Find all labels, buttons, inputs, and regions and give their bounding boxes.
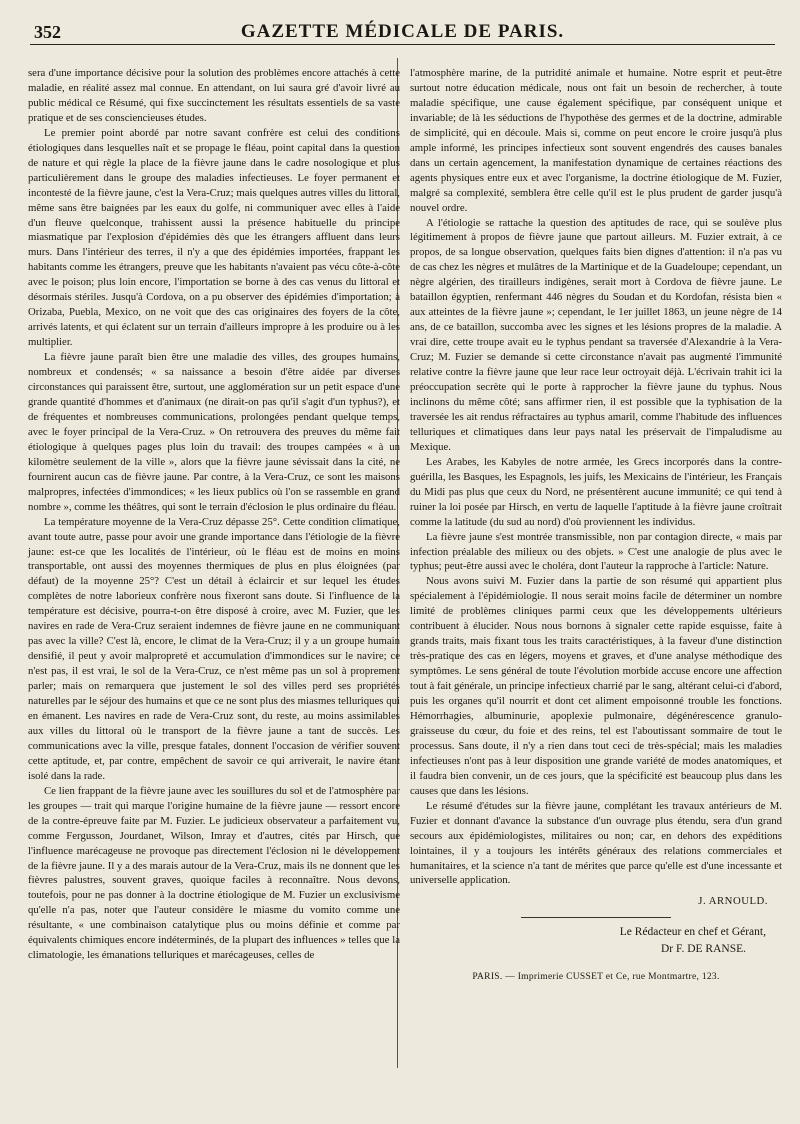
left-paragraph-5: Ce lien frappant de la fièvre jaune avec les souillures du sol et de l'atmosphère par les groupes — trait qui marque l'origine humaine de la fièvre jaune — ressort encore de la contre-épreuve faite par M. Fuzier. Le judicieux observateur a parfaitement vu, comme Fergusson, Jourdanet, Wilson, Imray et d'autres, cités par Hirsch, que l'influence marécageuse ne provoque pas directement l'éclosion ni le développement de la fièvre jaune. Il y a des marais autour de la Vera-Cruz, mais ils ne donnent que les fièvres palustres, souvent graves, quoique faciles à reconnaître. Nous devons, toutefois, pour ne pas donner à la doctrine étiologique de M. Fuzier un exclusivisme qu'elle n'a pas, noter que l'auteur considère le miasme du vomito comme une résultante, « une combinaison catalytique plus ou moins définie et comme par équivalents chimiques encore indéterminés, de la plupart des influences » telles que la climatologie, les émanations telluriques et marécageuses, celles de xyxy=(28,784,400,962)
article-author: J. ARNOULD. xyxy=(698,895,768,908)
left-paragraph-2: Le premier point abordé par notre savant confrère est celui des conditions étiologiques dans lesquelles naît et se propage le fléau, point capital dans la question de nature et qui règle la place de la fièvre jaune dans le cadre nosologique et plus particulièrement dans le groupe des maladies infectieuses. Le foyer permanent et incontesté de la fièvre jaune, c'est la Vera-Cruz; mais quelques autres villes du littoral, même sans être baignées par les eaux du golfe, ni communiquer avec elles à l'aide d'un fleuve quelconque, trahissent aussi la présence habituelle du principe miasmatique par l'explosion d'épidémies dès que les étrangers affluent dans leurs murs. Dans l'intérieur des terres, il n'y a que des épidémies importées, frappant les habitants comme les étrangers, preuve que les habitants n'avaient pas vécu côte-à-côte avec le poison; plus loin encore, l'importation se borne à des cas venus du littoral et désormais stériles. Jusqu'à Cordova, on a pu observer des épidémies d'importation; à Orizaba, Puebla, Mexico, on ne voit que des cas originaires des foyers de la côte, arrivés latents, et qui éclatent sur un terrain d'ailleurs impropre à les produire ou à les multiplier. xyxy=(28,126,400,349)
right-paragraph-5: Nous avons suivi M. Fuzier dans la partie de son résumé qui appartient plus spécialement à l'épidémiologie. Il nous serait moins facile de déterminer un nombre limité de problèmes cliniques parmi ceux que les développements ultérieurs contribuent à élucider. Nous nous bornons à signaler cette rapide esquisse, faite à grands traits, mais fixant tous les traits caractéristiques, à la faveur d'une distinction très-pratique des cas en légers, moyens et graves, et d'une analyse méthodique des symptômes. Le sens général de toute l'évolution morbide accuse encore une affection tout à fait générale, un principe infectieux charrié par le sang, altérant celui-ci d'abord, puis les organes qu'il nourrit et dont cet aliment empoisonné trouble les fonctions. Hémorrhagies, albuminurie, apoplexie pulmonaire, dégénérescence granulo-graisseuse du cœur, du foie et des reins, tel est l'aboutissant sommaire de tout le processus. Sans doute, il n'y a rien dans tout ceci de très-spécial; mais les maladies infectieuses n'ont pas à leur disposition une grande variété de modes anatomiques, et il faudra bien convenir, un de ces jours, que la spécificité est beaucoup plus dans les causes que dans les lésions. xyxy=(410,575,782,797)
right-paragraph-1: l'atmosphère marine, de la putridité animale et humaine. Notre esprit et peut-être surtout notre éducation médicale, nous ont fait un besoin de rechercher, à toute maladie spécifique, une cause également spécifique, par conséquent unique et invariable; de là les séductions de l'hypothèse des germes et de la doctrine, admirable de simplicité, qui en découle. Mais si, comme on peut encore le croire jusqu'à plus ample informé, les principes infectieux sont souvent engendrés des causes banales dans un certain agencement, la manifestation dynamique de certaines réactions des agents physiques entre eux et avec l'organisme, la doctrine étiologique de M. Fuzier, malgré sa complexité, semblera être celle qu'il est le plus prudent de garder jusqu'à nouvel ordre. xyxy=(410,67,782,214)
right-paragraph-6: Le résumé d'études sur la fièvre jaune, complétant les travaux antérieurs de M. Fuzier et donnant d'avance la substance d'un ouvrage plus étendu, sera d'un grand secours aux épidémiologistes, militaires ou non; car, en dehors des expéditions lointaines, il y a toujours les intérêts généraux des relations commerciales et humanitaires, et la science n'a tant de mérites que parce qu'elle est d'une incessante et universelle application. xyxy=(410,799,782,887)
left-paragraph-4: La température moyenne de la Vera-Cruz dépasse 25°. Cette condition climatique, avant toute autre, passe pour avoir une grande importance dans l'étiologie de la fièvre jaune: est-ce que les localités de l'intérieur, où le fléau est de moins en moins transportable, ont aussi des moyennes thermiques de plus en plus éloignées (par défaut) de la moyenne 25°? C'est un détail à éclaircir et sur lequel les études complètes de notre laborieux confrère nous fixeront sans doute. Si l'influence de la température est décisive, pourra-t-on être disposé à croire, avec M. Fuzier, que les navires en rade de Vera-Cruz seraient indemnes de fièvre jaune en ne communiquant pas avec la ville? C'est là, encore, le climat de la Vera-Cruz; il y a un groupe humain densifié, il peut y avoir malpropreté et accumulation d'immondices sur le navire; ce n'est pas, il est vrai, le sol de la Vera-Cruz, ce n'est même pas un sol à proprement parler; mais on remarquera que justement le sol des villes perd ses propriétés naturelles par le séjour des humains et que ce ne sont plus des miasmes telluriques qui en émanent. Les navires en rade de Vera-Cruz sont, du reste, au moins assimilables aux villes du littoral où le transport de la fièvre jaune a tant de succès. Les communications avec la ville, presque fatales, donnent l'occasion de vérifier souvent cette aptitude, et, par contre, empêchent de savoir ce qui arriverait, le navire étant isolé dans la rade. xyxy=(28,515,400,782)
right-paragraph-3: Les Arabes, les Kabyles de notre armée, les Grecs incorporés dans la contre-guérilla, les Basques, les Espagnols, les juifs, les Mexicains de l'intérieur, les Français du Midi pas plus que ceux du Nord, ne présentèrent aucune immunité; ce qui tend à ruiner la loi posée par Hirsch, en vertu de laquelle l'aptitude à la fièvre jaune croîtrait comme la latitude (du sud au nord) d'où proviennent les individus. xyxy=(410,455,782,528)
editor-name: Dr F. DE RANSE. xyxy=(660,943,746,956)
left-paragraph-1: sera d'une importance décisive pour la solution des problèmes encore attachés à cette maladie, en réalité assez mal connue. En attendant, on lui saura gré d'avoir livré au public médical ce Résumé, qui fixe succinctement les résultats essentiels de sa vaste pratique et de ses consciencieuses études. xyxy=(28,67,400,124)
page-header xyxy=(30,18,775,45)
left-column xyxy=(28,66,400,963)
page-number: 352 xyxy=(34,22,61,42)
journal-title: GAZETTE MÉDICALE DE PARIS. xyxy=(240,21,565,42)
right-paragraph-4: La fièvre jaune s'est montrée transmissible, non par contagion directe, « mais par infection préalable des milieux ou des objets. » C'est une analogie de plus avec le typhus; peut-être aussi avec le choléra, dont l'auteur la rapproche à l'article: Nature. xyxy=(410,530,782,573)
editor-title: Le Rédacteur en chef et Gérant, xyxy=(619,926,766,939)
footer-rule xyxy=(521,917,671,918)
right-paragraph-2: A l'étiologie se rattache la question des aptitudes de race, qui se soulève plus légitimement à propos de fièvre jaune que partout ailleurs. M. Fuzier extrait, à ce propos, de sa longue observation, quelques faits bien dignes d'attention: il n'a pas vu de cas chez les nègres et mulâtres de la Martinique et de la Guadeloupe; cependant, un nègre algérien, des tirailleurs indigènes, serait mort à Cordova de fièvre jaune. Le bataillon égyptien, renfermant 446 nègres du Soudan et du Kordofan, résista bien « aux atteintes de la fièvre jaune »; cependant, le 1er juillet 1863, un jeune nègre de 14 ans, de ce bataillon, succomba avec les signes et les lésions propres de la maladie. A vrai dire, cette troupe avait eu le typhus pendant sa traversée d'Alexandrie à la Vera-Cruz; M. Fuzier se demande si cette circonstance n'avait pas augmenté l'immunité relative contre la fièvre jaune que leur race leur octroyait déjà. L'écrivain trahit ici la préoccupation secrète qui le porte à rapprocher la fièvre jaune du typhus. Nous inclinons du même côté; sans affirmer rien, il est possible que la typhisation de la traversée les ait rendus réfractaires au typhus amaril, comme l'habitude des influences telluriques et climatiques dans leur pays natal les préservait de l'impaludisme au Mexique. xyxy=(410,216,782,453)
left-paragraph-3: La fièvre jaune paraît bien être une maladie des villes, des groupes humains, nombreux et condensés; « sa naissance a besoin d'être aidée par diverses circonstances qui paraissent être, surtout, une agglomération sur un petit espace d'une grande quantité d'hommes et d'animaux (ne dirait-on pas qu'il s'agit d'un typhus?), et de fréquentes et nombreuses communications, prolongées pendant quelque temps, avec le foyer principal de la Vera-Cruz. » On retrouvera des preuves du même fait étiologique à quelques pages plus loin du travail: des troupes campées « à un kilomètre seulement de la ville », alors que la fièvre jaune sévissait dans la cité, ne fournirent aucun cas de fièvre jaune. Par contre, à la Vera-Cruz, ce sont les maisons malpropres, infectées d'immondices; « les lieux publics où l'on se rassemble en grand nombre », comme les théâtres, qui sont le terrain d'éclosion le plus ordinaire du fléau. xyxy=(28,351,400,513)
right-column xyxy=(410,66,782,985)
printer-imprint: PARIS. — Imprimerie CUSSET et Ce, rue Montmartre, 123. xyxy=(472,972,720,983)
